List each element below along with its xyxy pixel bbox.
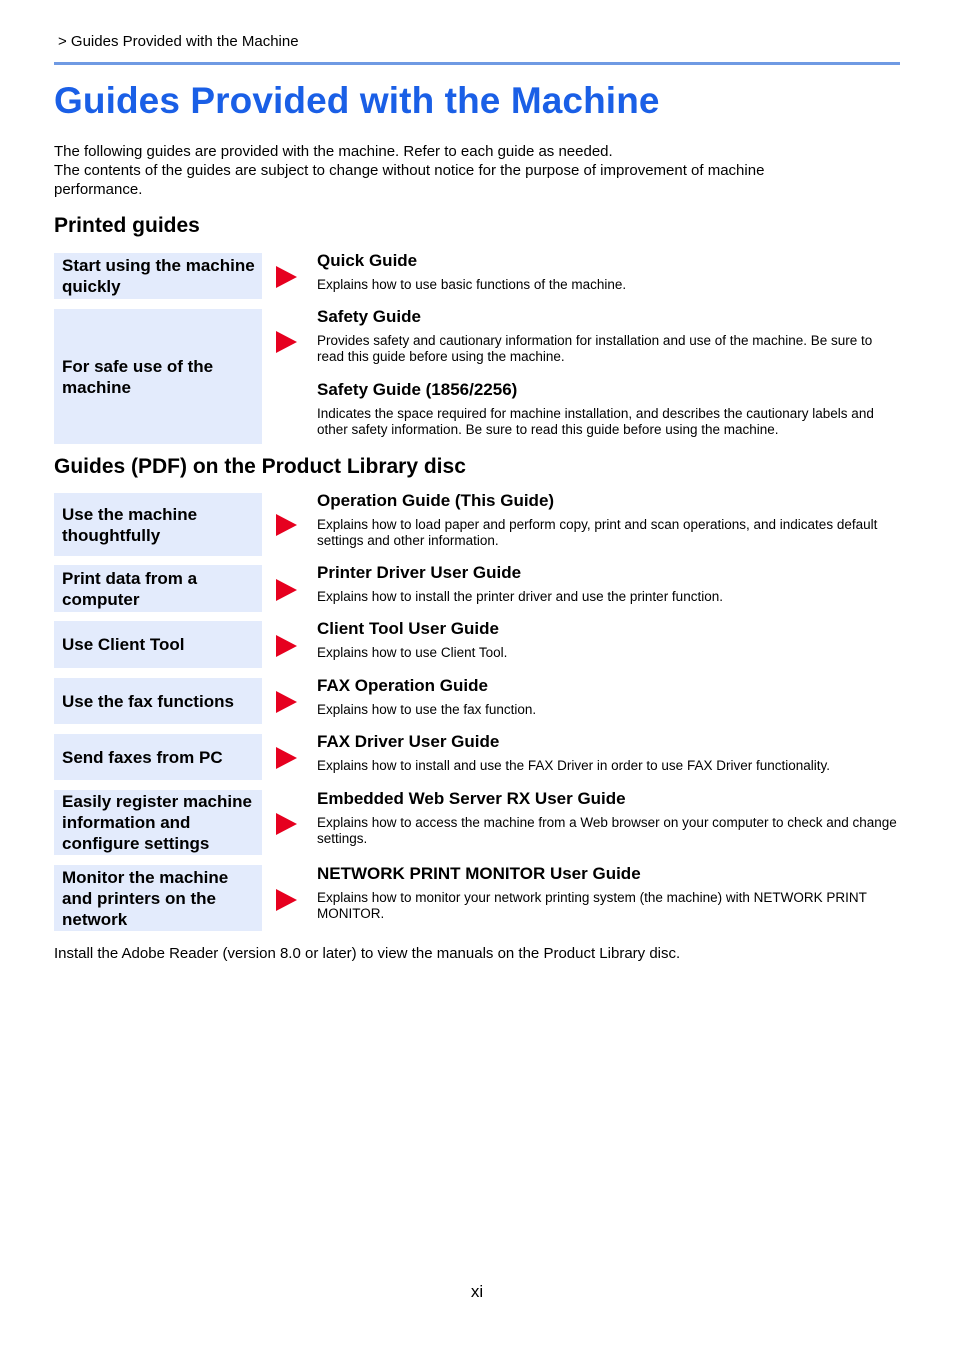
purpose-cell: [54, 865, 262, 931]
guide-title: Quick Guide: [317, 251, 418, 270]
guide-description: Provides safety and cautionary information for installation and use of the machine. Be sure to read this guide before using the machine.: [317, 333, 873, 364]
guide-entry: [317, 789, 900, 847]
guide-entry: [317, 251, 900, 293]
guide-description: Explains how to use Client Tool.: [317, 645, 508, 660]
guide-row: [54, 253, 900, 299]
arrow-right-icon: [276, 747, 297, 769]
guide-title: FAX Driver User Guide: [317, 732, 500, 751]
page-number: xi: [470, 1282, 484, 1301]
intro-text: [54, 142, 854, 199]
header-rule: [54, 62, 900, 65]
guide-description: Explains how to load paper and perform copy, print and scan operations, and indicates default settings and other information.: [317, 517, 878, 548]
guide-entry: [317, 491, 900, 549]
purpose-label: Start using the machine quickly: [62, 256, 255, 296]
purpose-cell: [54, 734, 262, 780]
guide-row: [54, 565, 900, 612]
pdf-guides-heading: Guides (PDF) on the Product Library disc: [54, 455, 466, 478]
footer-note: Install the Adobe Reader (version 8.0 or later) to view the manuals on the Product Library disc.: [54, 945, 681, 962]
purpose-label: Use Client Tool: [62, 635, 185, 654]
guide-entry: [317, 380, 900, 438]
guide-description: Explains how to access the machine from a Web browser on your computer to check and change settings.: [317, 815, 897, 846]
guide-entry: [317, 864, 900, 922]
guide-title: Printer Driver User Guide: [317, 563, 522, 582]
arrow-right-icon: [276, 813, 297, 835]
guide-row: [54, 493, 900, 556]
arrow-right-icon: [276, 514, 297, 536]
guide-title: Client Tool User Guide: [317, 619, 499, 638]
guide-row: [54, 790, 900, 855]
purpose-label: For safe use of the machine: [62, 356, 214, 397]
purpose-cell: [54, 565, 262, 612]
guide-entry: [317, 732, 900, 774]
breadcrumb: > Guides Provided with the Machine: [58, 33, 299, 50]
purpose-cell: [54, 678, 262, 724]
purpose-cell: [54, 493, 262, 556]
guide-entry: [317, 619, 900, 661]
intro-line-1: The following guides are provided with the machine. Refer to each guide as needed.: [54, 143, 613, 160]
guide-description: Explains how to install the printer driver and use the printer function.: [317, 589, 723, 604]
purpose-cell: [54, 309, 262, 444]
purpose-label: Print data from a computer: [62, 568, 198, 609]
purpose-label: Send faxes from PC: [62, 747, 223, 767]
guide-row: [54, 865, 900, 931]
intro-line-2: The contents of the guides are subject to change without notice for the purpose of improvement of machine performance.: [54, 162, 765, 198]
guide-row: [54, 734, 900, 780]
purpose-label: Monitor the machine and printers on the network: [62, 867, 229, 929]
purpose-label: Use the machine thoughtfully: [62, 504, 198, 545]
arrow-right-icon: [276, 691, 297, 713]
arrow-right-icon: [276, 579, 297, 601]
purpose-cell: [54, 253, 262, 299]
guide-description: Explains how to install and use the FAX Driver in order to use FAX Driver functionality.: [317, 758, 830, 773]
page-title: Guides Provided with the Machine: [54, 80, 660, 121]
purpose-cell: [54, 621, 262, 668]
guide-description: Explains how to use the fax function.: [317, 702, 537, 717]
arrow-right-icon: [276, 331, 297, 353]
guide-entry: [317, 307, 900, 365]
guide-entry: [317, 563, 900, 605]
purpose-cell: [54, 790, 262, 855]
guide-row: [54, 621, 900, 668]
purpose-label: Use the fax functions: [62, 691, 234, 711]
guide-description: Indicates the space required for machine installation, and describes the cautionary labels and other safety information. Be sure to read this guide before using the machine.: [317, 406, 874, 437]
arrow-right-icon: [276, 635, 297, 657]
guide-title: Safety Guide: [317, 307, 421, 326]
guide-entry: [317, 676, 900, 718]
guide-row: [54, 309, 900, 444]
arrow-right-icon: [276, 266, 297, 288]
guide-title: Embedded Web Server RX User Guide: [317, 789, 626, 808]
guide-description: Explains how to use basic functions of the machine.: [317, 277, 627, 292]
guide-row: [54, 678, 900, 724]
guide-title: NETWORK PRINT MONITOR User Guide: [317, 864, 641, 883]
guide-title: Safety Guide (1856/2256): [317, 380, 518, 399]
purpose-label: Easily register machine information and configure settings: [62, 792, 252, 853]
guide-title: Operation Guide (This Guide): [317, 491, 555, 510]
printed-guides-heading: Printed guides: [54, 214, 200, 237]
guide-description: Explains how to monitor your network printing system (the machine) with NETWORK PRINT MONITOR.: [317, 890, 867, 921]
arrow-right-icon: [276, 889, 297, 911]
guide-title: FAX Operation Guide: [317, 676, 488, 695]
